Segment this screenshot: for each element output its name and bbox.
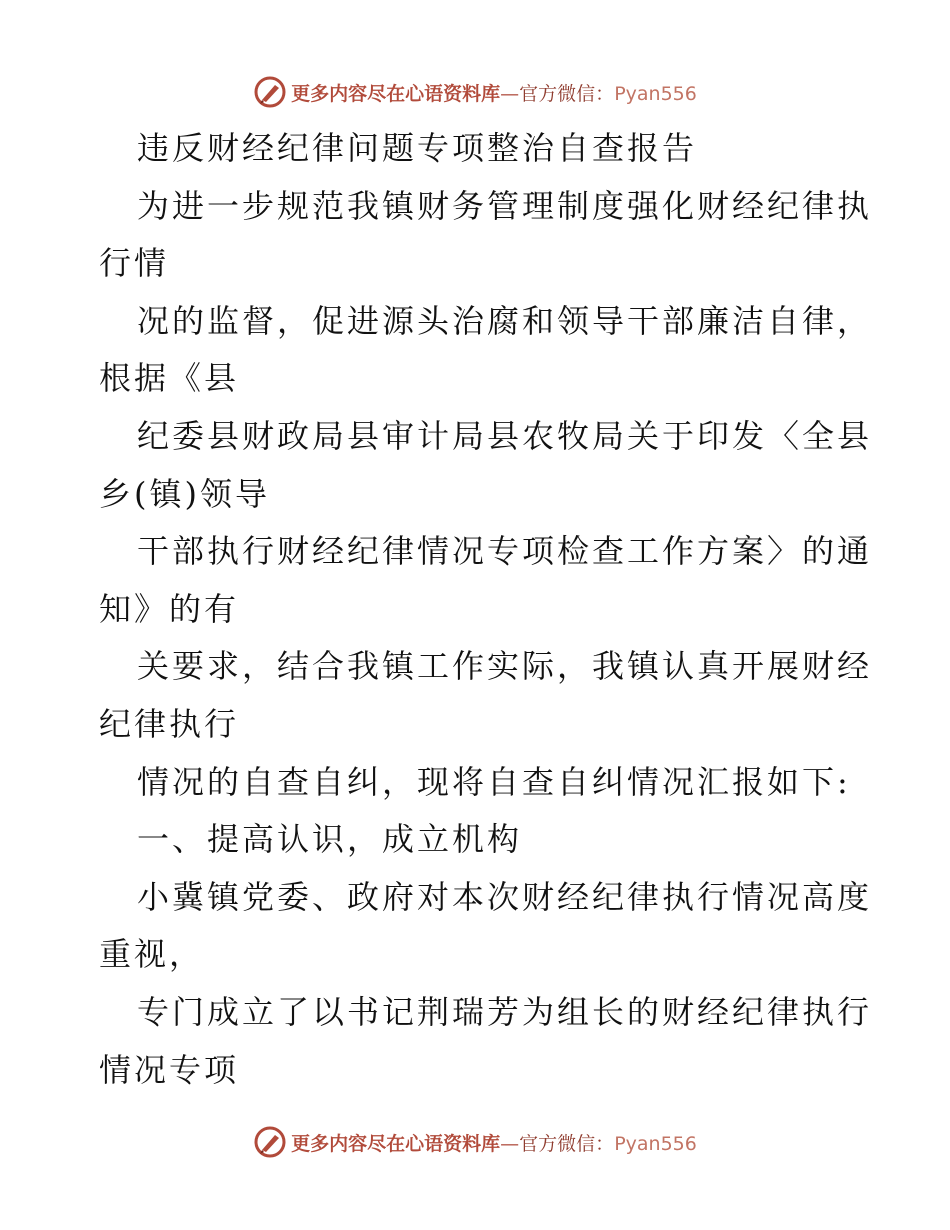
pen-logo-icon [253,1125,287,1159]
paragraph-line: 行情 [99,244,170,283]
paragraph-line: 况的监督，促进源头治腐和领导干部廉洁自律， [137,301,873,340]
watermark-handle: Pyan556 [614,1132,697,1155]
paragraph-line: 为进一步规范我镇财务管理制度强化财经纪律执 [137,186,873,225]
paragraph-line: 纪委县财政局县审计局县农牧局关于印发〈全县 [137,416,873,455]
watermark-text [291,1129,697,1156]
watermark-separator: — [500,1132,520,1155]
document-body [99,120,873,1099]
header-watermark [0,72,950,112]
paragraph-line: 小冀镇党委、政府对本次财经纪律执行情况高度 [137,877,873,916]
watermark-brand: 更多内容尽在心语资料库 [291,82,501,105]
watermark-wechat-label: 官方微信： [519,82,615,105]
footer-watermark [0,1122,950,1162]
paragraph-line: 乡(镇)领导 [99,474,270,513]
paragraph-line: 情况的自查自纠，现将自查自纠情况汇报如下: [137,762,851,801]
watermark-handle: Pyan556 [614,82,697,105]
paragraph-line: 纪律执行 [99,704,240,743]
watermark-text [291,79,697,106]
paragraph-line: 关要求，结合我镇工作实际，我镇认真开展财经 [137,647,873,686]
document-title: 违反财经纪律问题专项整治自查报告 [137,129,698,167]
watermark-brand: 更多内容尽在心语资料库 [291,1132,501,1155]
paragraph-line: 知》的有 [99,589,240,628]
watermark-wechat-label: 官方微信： [519,1132,615,1155]
pen-logo-icon [253,75,287,109]
paragraph-line: 专门成立了以书记荆瑞芳为组长的财经纪律执行 [137,992,873,1031]
paragraph-line: 情况专项 [99,1050,240,1089]
section-heading: 一、提高认识，成立机构 [137,820,523,859]
watermark-separator: — [500,82,520,105]
paragraph-line: 重视， [99,935,205,974]
paragraph-line: 根据《县 [99,359,240,398]
paragraph-line: 干部执行财经纪律情况专项检查工作方案〉的通 [137,532,873,571]
